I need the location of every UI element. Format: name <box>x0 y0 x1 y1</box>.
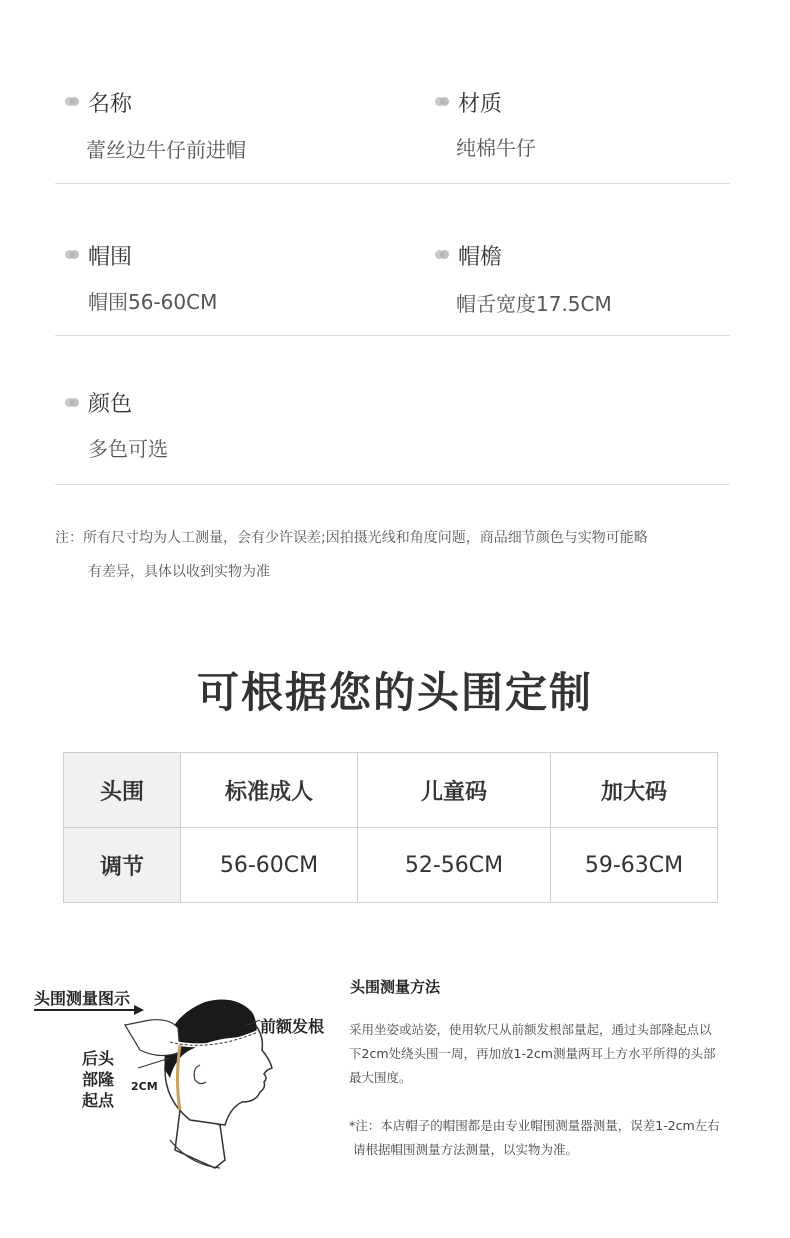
method-line: 最大围度。 <box>349 1070 412 1085</box>
divider <box>55 183 730 184</box>
table-row <box>64 753 718 828</box>
front-hairline-label: 前额发根 <box>260 1017 325 1036</box>
custom-size-heading: 可根据您的头围定制 <box>196 668 593 717</box>
method-title: 头围测量方法 <box>350 978 441 996</box>
back-point-label-line: 部隆 <box>82 1070 115 1089</box>
method-note-line: *注：本店帽子的帽围都是由专业帽围测量器测量，误差1-2cm左右 <box>349 1118 720 1133</box>
table-cell: 59-63CM <box>551 828 718 903</box>
table-cell: 调节 <box>64 828 181 903</box>
table-cell: 56-60CM <box>181 828 358 903</box>
bullet-icon <box>65 250 79 259</box>
method-line: 下2cm处绕头围一周，再加放1-2cm测量两耳上方水平所得的头部 <box>349 1046 716 1061</box>
divider <box>55 335 730 336</box>
spec-value-color: 多色可选 <box>88 437 168 461</box>
spec-value-circumference: 帽围56-60CM <box>88 290 218 314</box>
offset-label: 2CM <box>131 1080 158 1093</box>
spec-label-color: 颜色 <box>88 392 133 417</box>
spec-value-material: 纯棉牛仔 <box>456 136 536 160</box>
spec-label-brim: 帽檐 <box>458 245 503 270</box>
note-line-2: 有差异，具体以收到实物为准 <box>88 564 270 580</box>
method-line: 采用坐姿或站姿，使用软尺从前额发根部量起，通过头部隆起点以 <box>349 1022 712 1037</box>
table-cell: 52-56CM <box>358 828 551 903</box>
spec-label-name: 名称 <box>88 92 133 117</box>
bullet-icon <box>65 398 79 407</box>
back-point-label <box>82 1048 114 1111</box>
table-header-cell: 标准成人 <box>181 753 358 828</box>
spec-value-brim: 帽舌宽度17.5CM <box>456 292 612 316</box>
spec-label-material: 材质 <box>458 92 503 117</box>
bullet-icon <box>435 250 449 259</box>
bullet-icon <box>435 97 449 106</box>
spec-label-circumference: 帽围 <box>88 245 133 270</box>
table-row <box>64 828 718 903</box>
method-note-line: 请根据帽围测量方法测量，以实物为准。 <box>349 1142 578 1157</box>
spec-value-name: 蕾丝边牛仔前进帽 <box>86 138 246 162</box>
size-table <box>63 752 718 903</box>
back-point-label-line: 起点 <box>82 1091 115 1110</box>
divider <box>55 484 730 485</box>
back-point-label-line: 后头 <box>82 1049 115 1068</box>
bullet-icon <box>65 97 79 106</box>
table-header-cell: 儿童码 <box>358 753 551 828</box>
table-header-cell: 加大码 <box>551 753 718 828</box>
figure-title: 头围测量图示 <box>34 989 131 1008</box>
table-header-cell: 头围 <box>64 753 181 828</box>
note-line-1: 注：所有尺寸均为人工测量，会有少许误差;因拍摄光线和角度问题，商品细节颜色与实物可能略 <box>55 530 648 546</box>
